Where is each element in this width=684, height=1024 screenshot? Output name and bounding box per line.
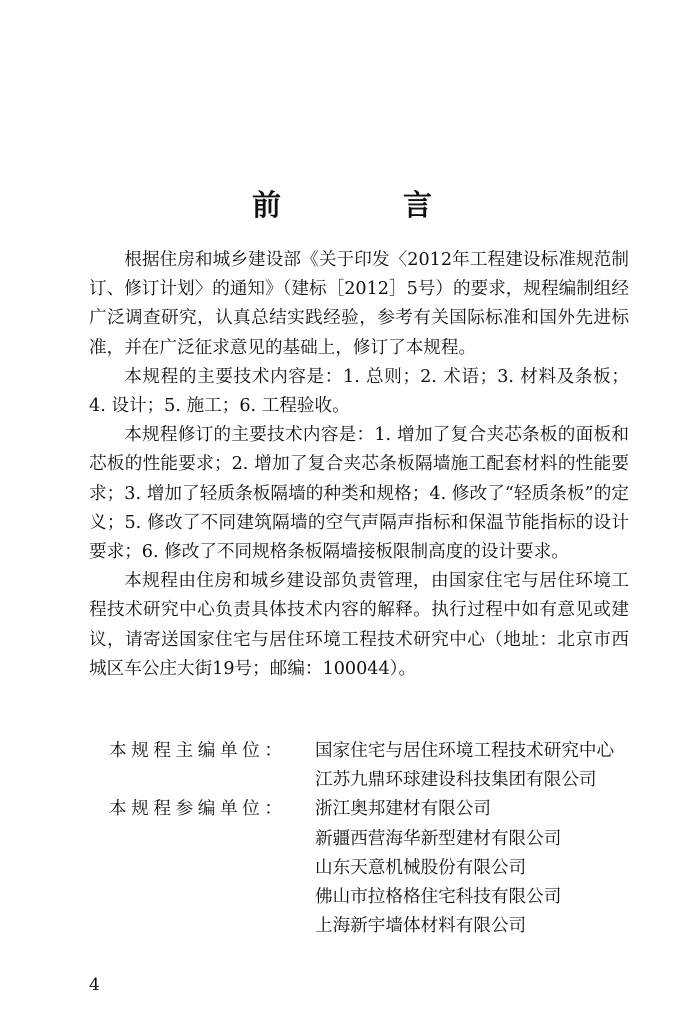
chief-unit-2: 江苏九鼎环球建设科技集团有限公司: [315, 770, 597, 791]
participating-unit-1: 浙江奥邦建材有限公司: [315, 799, 491, 820]
chief-units-names: [315, 737, 634, 795]
chief-unit-1: 国家住宅与居住环境工程技术研究中心: [315, 741, 615, 761]
participating-unit-5: 上海新宇墙体材料有限公司: [315, 916, 527, 937]
chief-units-label: 本规程主编单位：: [109, 741, 287, 761]
participating-units: [89, 795, 634, 941]
page-title: 前 言: [251, 188, 489, 223]
paragraph-main-content: 本规程的主要技术内容是：1. 总则；2. 术语；3. 材料及条板；4. 设计；5. 施工；6. 工程验收。: [89, 366, 629, 417]
chief-units: [89, 737, 634, 795]
page-number: 4: [89, 975, 100, 995]
paragraph-management: 本规程由住房和城乡建设部负责管理，由国家住宅与居住环境工程技术研究中心负责具体技术内容的解释。执行过程中如有意见或建议，请寄送国家住宅与居住环境工程技术研究中心（地址：北京市西城区车公庄大街19号；邮编：100044）。: [89, 571, 629, 679]
participating-unit-3: 山东天意机械股份有限公司: [315, 857, 527, 878]
preface-body: [89, 246, 629, 684]
paragraph-revision-content: 本规程修订的主要技术内容是：1. 增加了复合夹芯条板的面板和芯板的性能要求；2. 增加了复合夹芯条板隔墙施工配套材料的性能要求；3. 增加了轻质条板隔墙的种类和规格；4. 修改了“轻质条板”的定义；5. 修改了不同建筑隔墙的空气声隔声指标和保温节能指标的设计要求；6. 修改了不同规格条板隔墙接板限制高度的设计要求。: [89, 425, 629, 563]
participating-units-names: [315, 795, 634, 941]
paragraph-basis: 根据住房和城乡建设部《关于印发〈2012年工程建设标准规范制订、修订计划〉的通知》（建标［2012］5号）的要求，规程编制组经广泛调查研究，认真总结实践经验，参考有关国际标准和国外先进标准，并在广泛征求意见的基础上，修订了本规程。: [89, 250, 629, 358]
units-list: [89, 737, 634, 941]
participating-unit-4: 佛山市拉格格住宅科技有限公司: [315, 887, 562, 908]
participating-units-label: 本规程参编单位：: [109, 799, 287, 820]
participating-unit-2: 新疆西营海华新型建材有限公司: [315, 828, 562, 849]
